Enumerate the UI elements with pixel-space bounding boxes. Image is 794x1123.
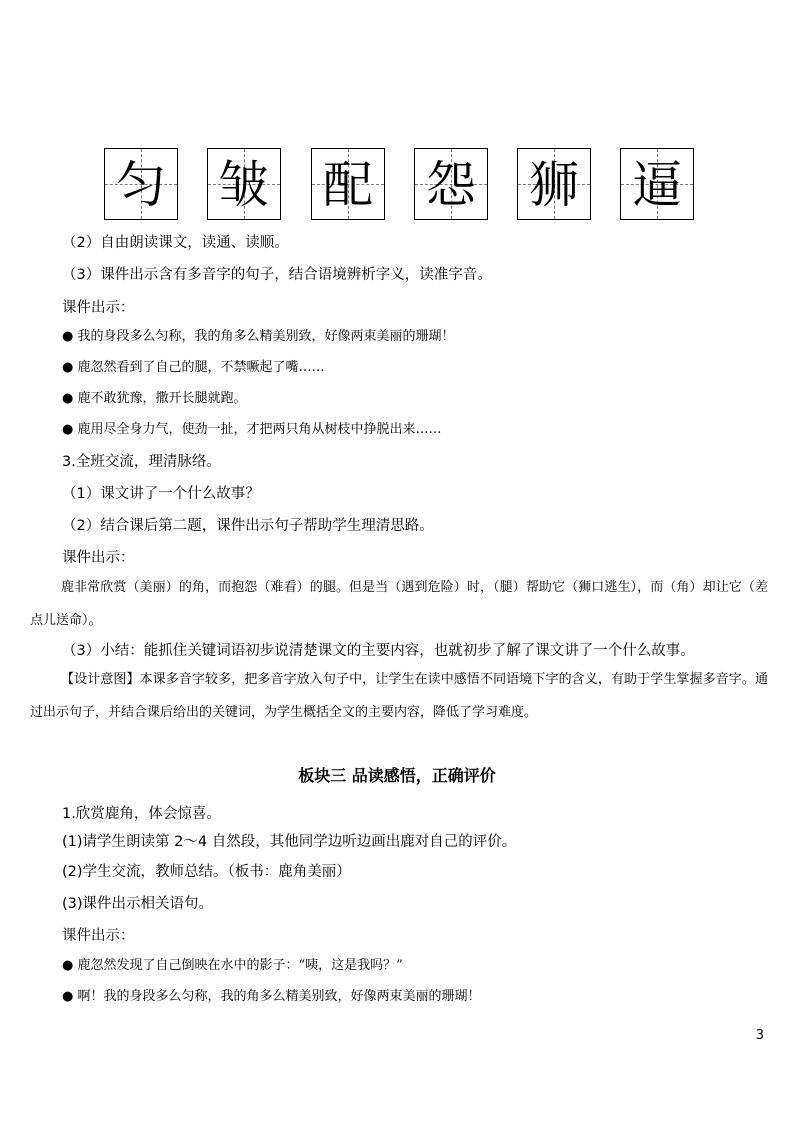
character: 匀 bbox=[116, 156, 166, 214]
character-box bbox=[311, 148, 385, 220]
fill-in-sentence: 鹿非常欣赏（美丽）的角，而抱怨（难看）的腿。但是当（遇到危险）时，（腿）帮助它（狮口逃生），而（角）却让它（差点儿送命）。 bbox=[30, 580, 768, 628]
character-writing-boxes bbox=[104, 148, 696, 222]
example-sentence: ● 鹿不敢犹豫，撒开长腿就跑。 bbox=[62, 391, 247, 406]
example-sentence: ● 鹿用尽全身力气，使劲一扯，才把两只角从树枝中挣脱出来…… bbox=[62, 422, 442, 437]
bullet: ● bbox=[62, 422, 74, 437]
courseware-label: 课件出示： bbox=[62, 928, 135, 944]
question-1: （1）课文讲了一个什么故事？ bbox=[62, 486, 260, 502]
character: 皱 bbox=[219, 156, 269, 214]
character-box bbox=[104, 148, 178, 220]
character: 逼 bbox=[632, 156, 682, 214]
example-sentence: ● 鹿忽然看到了自己的腿，不禁噘起了嘴…… bbox=[62, 360, 325, 375]
courseware-label: 课件出示： bbox=[62, 550, 135, 566]
step-3-polyphonic: （3）课件出示含有多音字的句子，结合语境辨析字义，读准字音。 bbox=[62, 267, 492, 283]
section-title: 板块三 品读感悟，正确评价 bbox=[298, 766, 496, 785]
summary: （3）小结：能抓住关键词语初步说清楚课文的主要内容，也就初步了解了课文讲了一个什么故事。 bbox=[62, 643, 695, 659]
bullet: ● bbox=[62, 391, 74, 406]
character-box bbox=[620, 148, 694, 220]
bullet: ● bbox=[62, 329, 74, 344]
step-2-read-aloud: （2）自由朗读课文，读通、读顺。 bbox=[62, 235, 289, 251]
page-number: 3 bbox=[755, 1028, 764, 1043]
question-2: （2）结合课后第二题，课件出示句子帮助学生理清思路。 bbox=[62, 518, 434, 534]
example-sentence: ● 我的身段多么匀称，我的角多么精美别致，好像两束美丽的珊瑚！ bbox=[62, 329, 455, 344]
design-intent: 【设计意图】本课多音字较多，把多音字放入句子中，让学生在读中感悟不同语境下字的含义，有助于学生掌握多音字。通过出示句子，并结合课后给出的关键词，为学生概括全文的主要内容，降低了学习难度。 bbox=[30, 672, 768, 720]
character-box bbox=[207, 148, 281, 220]
activity-1-step-3: (3)课件出示相关语句。 bbox=[62, 896, 214, 912]
example-sentence: ● 鹿忽然发现了自己倒映在水中的影子：“咦，这是我吗？” bbox=[62, 958, 403, 973]
character: 怨 bbox=[426, 156, 476, 214]
bullet: ● bbox=[62, 360, 74, 375]
character-box bbox=[414, 148, 488, 220]
activity-1-step-2: (2)学生交流，教师总结。（板书：鹿角美丽） bbox=[62, 864, 351, 880]
character-box bbox=[517, 148, 591, 220]
activity-1: 1.欣赏鹿角，体会惊喜。 bbox=[62, 806, 221, 822]
bullet: ● bbox=[62, 958, 74, 973]
character: 配 bbox=[323, 156, 373, 214]
character: 狮 bbox=[529, 156, 579, 214]
bullet: ● bbox=[62, 989, 74, 1004]
courseware-label: 课件出示： bbox=[62, 300, 135, 316]
activity-1-step-1: (1)请学生朗读第 2～4 自然段，其他同学边听边画出鹿对自己的评价。 bbox=[62, 834, 517, 850]
step-class-discussion: 3.全班交流，理清脉络。 bbox=[62, 454, 221, 470]
example-sentence: ● 啊！我的身段多么匀称，我的角多么精美别致，好像两束美丽的珊瑚！ bbox=[62, 989, 481, 1004]
